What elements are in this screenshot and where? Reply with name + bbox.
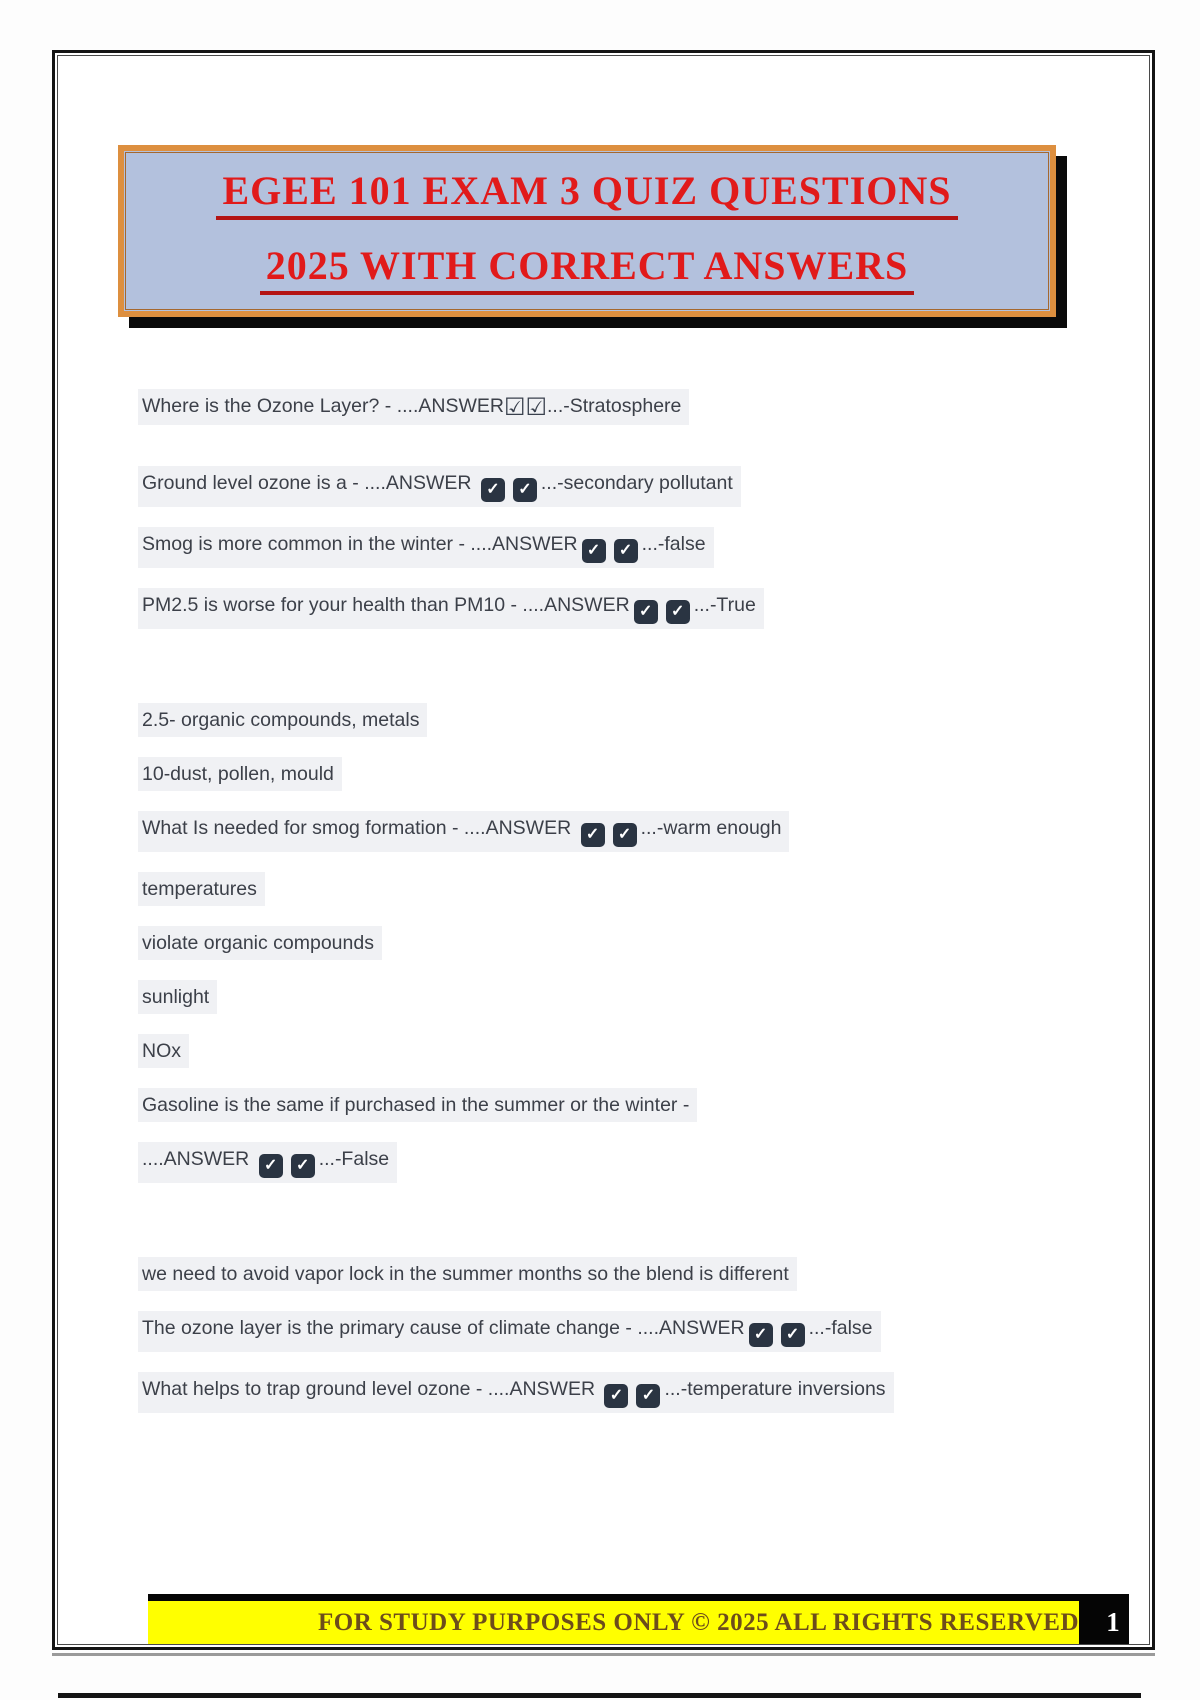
checkbox-checked-icon: ✓: [636, 1384, 660, 1408]
quiz-line: [138, 389, 1123, 425]
footer-copyright-text: FOR STUDY PURPOSES ONLY © 2025 ALL RIGHTS RESERVED: [318, 1608, 1080, 1636]
title-box: [118, 145, 1056, 317]
quiz-line-highlight: [138, 1372, 894, 1413]
quiz-question-text: PM2.5 is worse for your health than PM10 - ....ANSWER: [142, 594, 630, 616]
quiz-answer-text: ...-secondary pollutant: [540, 472, 733, 494]
footer: [148, 1594, 1129, 1644]
checkbox-checked-icon: ✓: [749, 1323, 773, 1347]
checkbox-checked-icon: ✓: [604, 1384, 628, 1408]
quiz-line-highlight: [138, 757, 342, 791]
quiz-line-highlight: [138, 1142, 397, 1183]
checkbox-checked-icon: ✓: [582, 539, 606, 563]
quiz-question-text: Ground level ozone is a - ....ANSWER: [142, 472, 477, 494]
quiz-answer-text: ...-Stratosphere: [547, 395, 682, 417]
title-line-2: 2025 WITH CORRECT ANSWERS: [260, 242, 915, 295]
quiz-answer-text: ...-false: [808, 1317, 873, 1339]
quiz-line: [138, 703, 1123, 737]
quiz-line-highlight: [138, 1088, 697, 1122]
checkbox-checked-icon: ✓: [291, 1154, 315, 1178]
quiz-answer-text: ...-False: [318, 1148, 390, 1170]
quiz-answer-text: ...-warm enough: [640, 817, 782, 839]
quiz-body: [138, 389, 1123, 1433]
quiz-line-highlight: [138, 1311, 881, 1352]
checkbox-checked-icon: ✓: [781, 1323, 805, 1347]
quiz-text: NOx: [142, 1040, 181, 1062]
quiz-line: [138, 980, 1123, 1014]
quiz-text: we need to avoid vapor lock in the summer months so the blend is different: [142, 1263, 789, 1285]
quiz-line: [138, 466, 1123, 507]
document-page: [52, 50, 1155, 1650]
quiz-question-text: ....ANSWER: [142, 1148, 255, 1170]
quiz-question-text: Where is the Ozone Layer? - ....ANSWER: [142, 395, 504, 417]
quiz-line-highlight: [138, 872, 265, 906]
checkbox-checked-icon: ✓: [634, 600, 658, 624]
quiz-line-highlight: [138, 466, 741, 507]
checkbox-checked-icon: ✓: [614, 539, 638, 563]
checkbox-checked-icon: ✓: [259, 1154, 283, 1178]
quiz-line: [138, 1257, 1123, 1291]
quiz-line-highlight: [138, 926, 382, 960]
quiz-line: [138, 1088, 1123, 1122]
quiz-question-text: The ozone layer is the primary cause of climate change - ....ANSWER: [142, 1317, 745, 1339]
quiz-line-highlight: [138, 588, 764, 629]
title-line-1: EGEE 101 EXAM 3 QUIZ QUESTIONS: [216, 167, 957, 220]
footer-copyright-bar: [148, 1601, 1079, 1644]
quiz-line: [138, 588, 1123, 629]
checkbox-checked-icon: ✓: [666, 600, 690, 624]
quiz-text: violate organic compounds: [142, 932, 374, 954]
quiz-line-highlight: [138, 811, 789, 852]
quiz-line-highlight: [138, 703, 427, 737]
quiz-line-highlight: [138, 1257, 797, 1291]
page-number-cell: [1079, 1601, 1129, 1644]
quiz-line: [138, 872, 1123, 906]
next-page-top-border: [58, 1693, 1141, 1698]
quiz-line: [138, 811, 1123, 852]
quiz-line-highlight: [138, 389, 689, 425]
checkbox-checked-outline-icon: ☑☑: [503, 394, 547, 421]
quiz-line: [138, 757, 1123, 791]
page-number: 1: [1106, 1607, 1120, 1637]
quiz-text: Gasoline is the same if purchased in the summer or the winter -: [142, 1094, 690, 1116]
quiz-answer-text: ...-false: [641, 533, 706, 555]
quiz-line: [138, 1034, 1123, 1068]
quiz-text: 2.5- organic compounds, metals: [142, 709, 420, 731]
title-box-inner-border: [125, 152, 1049, 310]
quiz-question-text: What Is needed for smog formation - ....ANSWER: [142, 817, 577, 839]
checkbox-checked-icon: ✓: [513, 478, 537, 502]
quiz-line: [138, 1142, 1123, 1183]
quiz-answer-text: ...-True: [693, 594, 756, 616]
quiz-line: [138, 1311, 1123, 1352]
checkbox-checked-icon: ✓: [581, 823, 605, 847]
quiz-text: 10-dust, pollen, mould: [142, 763, 334, 785]
checkbox-checked-icon: ✓: [613, 823, 637, 847]
quiz-answer-text: ...-temperature inversions: [664, 1378, 886, 1400]
quiz-line-highlight: [138, 980, 217, 1014]
checkbox-checked-icon: ✓: [481, 478, 505, 502]
quiz-line: [138, 527, 1123, 568]
quiz-line-highlight: [138, 1034, 189, 1068]
quiz-question-text: Smog is more common in the winter - ....ANSWER: [142, 533, 578, 555]
quiz-question-text: What helps to trap ground level ozone - ....ANSWER: [142, 1378, 601, 1400]
quiz-line-highlight: [138, 527, 714, 568]
quiz-line: [138, 1372, 1123, 1413]
quiz-text: temperatures: [142, 878, 257, 900]
quiz-text: sunlight: [142, 986, 210, 1008]
quiz-line: [138, 926, 1123, 960]
